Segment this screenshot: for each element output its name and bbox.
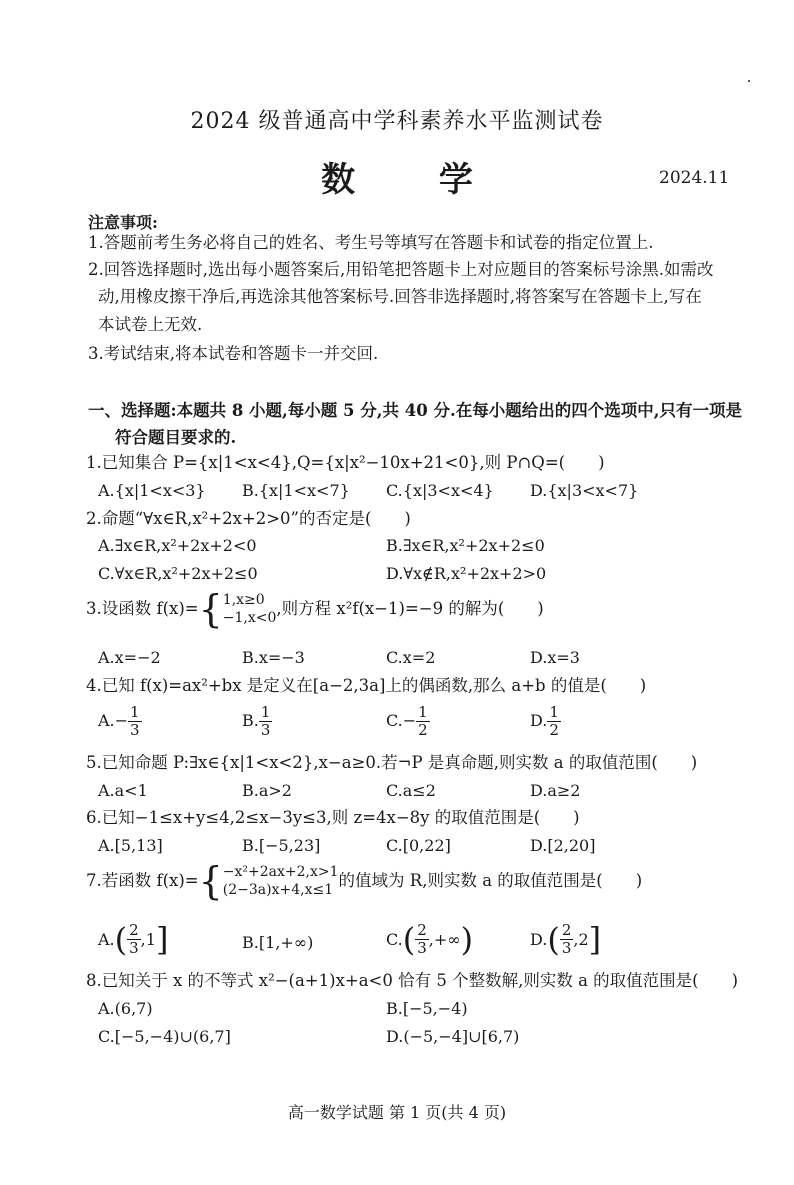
- notice-item-3: 3.考试结束,将本试卷和答题卡一并交回.: [88, 344, 379, 363]
- numerator: 2: [417, 921, 427, 939]
- question-3-option-a: A.x=−2: [98, 648, 161, 667]
- question-8-option-d: D.(−5,−4]∪[6,7): [386, 1027, 520, 1046]
- question-5-option-d: D.a≥2: [530, 781, 581, 800]
- question-2-option-a: A.∃x∈R,x²+2x+2<0: [98, 536, 257, 555]
- question-3-option-b: B.x=−3: [242, 648, 305, 667]
- notice-heading: 注意事项:: [88, 213, 158, 232]
- question-1-option-c: C.{x|3<x<4}: [386, 481, 494, 500]
- left-brace: {: [198, 859, 223, 903]
- option-label: B.: [242, 711, 259, 730]
- exam-title: 2024 级普通高中学科素养水平监测试卷: [190, 109, 604, 134]
- fraction: [547, 704, 561, 739]
- fraction: [560, 922, 574, 957]
- question-3-stem: [86, 587, 544, 640]
- notice-item-2b: 动,用橡皮擦干净后,再选涂其他答案标号.回答非选择题时,将答案写在答题卡上,写在: [98, 287, 702, 306]
- denominator: 3: [130, 721, 140, 739]
- question-8-stem: 8.已知关于 x 的不等式 x²−(a+1)x+a<0 恰有 5 个整数解,则实数 a 的取值范围是( ): [86, 971, 739, 990]
- piecewise-cases: [223, 591, 277, 627]
- numerator: 1: [130, 703, 140, 721]
- denominator: 2: [418, 721, 428, 739]
- option-tail: ,1: [140, 930, 156, 949]
- question-2-option-d: D.∀x∉R,x²+2x+2>0: [386, 564, 547, 583]
- left-paren: (: [402, 920, 416, 959]
- question-7-option-b: B.[1,+∞): [242, 933, 314, 952]
- section-heading-b: 符合题目要求的.: [115, 428, 237, 447]
- scan-speck: [748, 80, 750, 82]
- question-6-option-c: C.[0,22]: [386, 836, 451, 855]
- page-footer: 高一数学试题 第 1 页(共 4 页): [287, 1103, 507, 1122]
- question-7-option-c: [386, 922, 473, 957]
- right-paren: ): [460, 920, 474, 959]
- option-label: A.−: [98, 711, 129, 730]
- numerator: 1: [260, 703, 271, 721]
- option-label: D.: [530, 711, 548, 730]
- section-heading-a: 一、选择题:本题共 8 小题,每小题 5 分,共 40 分.在每小题给出的四个选项中,只有一项是: [88, 401, 742, 420]
- notice-item-2c: 本试卷上无效.: [98, 315, 203, 334]
- option-label: C.−: [386, 711, 417, 730]
- question-3-suffix: ,则方程 x²f(x−1)=−9 的解为( ): [276, 599, 544, 618]
- question-4-stem: 4.已知 f(x)=ax²+bx 是定义在[a−2,3a]上的偶函数,那么 a+b 的值是( ): [86, 676, 647, 695]
- question-7-option-d: [530, 922, 601, 957]
- piecewise-case-1: −x²+2ax+2,x>1: [222, 864, 339, 880]
- piecewise-case-1: 1,x≥0: [222, 592, 265, 608]
- question-1-option-b: B.{x|1<x<7}: [242, 481, 350, 500]
- numerator: 1: [418, 703, 428, 721]
- right-bracket: ]: [155, 920, 169, 959]
- denominator: 3: [260, 721, 271, 739]
- question-5-option-b: B.a>2: [242, 781, 292, 800]
- piecewise-case-2: −1,x<0: [222, 610, 277, 626]
- denominator: 3: [129, 939, 139, 957]
- question-5-option-c: C.a≤2: [386, 781, 436, 800]
- question-3-option-c: C.x=2: [386, 648, 436, 667]
- fraction: [259, 704, 273, 739]
- question-7-prefix: 7.若函数 f(x)=: [86, 871, 199, 890]
- right-bracket: ]: [588, 920, 602, 959]
- denominator: 2: [549, 721, 559, 739]
- question-1-option-a: A.{x|1<x<3}: [98, 481, 206, 500]
- question-7-stem: [86, 859, 643, 912]
- question-7-suffix: 的值域为 R,则实数 a 的取值范围是( ): [338, 871, 643, 890]
- question-6-option-b: B.[−5,23]: [242, 836, 321, 855]
- question-5-option-a: A.a<1: [98, 781, 148, 800]
- numerator: 1: [549, 703, 559, 721]
- option-label: D.: [530, 930, 548, 949]
- question-4-option-d: [530, 704, 561, 739]
- question-7-option-a: [98, 922, 168, 957]
- question-1-option-d: D.{x|3<x<7}: [530, 481, 639, 500]
- option-label: C.: [386, 930, 403, 949]
- fraction: [415, 922, 429, 957]
- fraction: [416, 704, 430, 739]
- question-6-option-a: A.[5,13]: [98, 836, 163, 855]
- numerator: 2: [129, 921, 139, 939]
- option-tail: ,2: [573, 930, 589, 949]
- subject-heading: 数 学: [321, 160, 509, 200]
- question-8-option-a: A.(6,7): [98, 999, 153, 1018]
- question-2-option-b: B.∃x∈R,x²+2x+2≤0: [386, 536, 545, 555]
- piecewise-case-2: (2−3a)x+4,x≤1: [222, 882, 334, 898]
- question-4-option-b: [242, 704, 272, 739]
- notice-item-2a: 2.回答选择题时,选出每小题答案后,用铅笔把答题卡上对应题目的答案标号涂黑.如需改: [88, 260, 714, 279]
- denominator: 3: [417, 939, 427, 957]
- question-3-prefix: 3.设函数 f(x)=: [86, 599, 199, 618]
- question-4-option-a: [98, 704, 142, 739]
- left-brace: {: [198, 587, 223, 631]
- option-tail: ,+∞: [428, 930, 461, 949]
- denominator: 3: [561, 939, 572, 957]
- question-8-option-b: B.[−5,−4): [386, 999, 468, 1018]
- fraction: [128, 704, 142, 739]
- question-6-option-d: D.[2,20]: [530, 836, 596, 855]
- fraction: [127, 922, 141, 957]
- question-8-option-c: C.[−5,−4)∪(6,7]: [98, 1027, 231, 1046]
- exam-date: 2024.11: [659, 168, 730, 188]
- question-2-stem: 2.命题“∀x∈R,x²+2x+2>0”的否定是( ): [86, 509, 411, 528]
- piecewise-cases: [223, 863, 339, 899]
- question-1-stem: 1.已知集合 P={x|1<x<4},Q={x|x²−10x+21<0},则 P∩Q=( ): [86, 453, 605, 472]
- question-6-stem: 6.已知−1≤x+y≤4,2≤x−3y≤3,则 z=4x−8y 的取值范围是( ): [86, 808, 580, 827]
- question-2-option-c: C.∀x∈R,x²+2x+2≤0: [98, 564, 258, 583]
- left-paren: (: [547, 920, 560, 959]
- question-3-option-d: D.x=3: [530, 648, 580, 667]
- numerator: 2: [561, 921, 572, 939]
- notice-item-1: 1.答题前考生务必将自己的姓名、考生号等填写在答题卡和试卷的指定位置上.: [88, 233, 654, 252]
- question-4-option-c: [386, 704, 430, 739]
- left-paren: (: [114, 920, 128, 959]
- option-label: A.: [98, 930, 115, 949]
- question-5-stem: 5.已知命题 P:∃x∈{x|1<x<2},x−a≥0.若¬P 是真命题,则实数 a 的取值范围( ): [86, 753, 698, 772]
